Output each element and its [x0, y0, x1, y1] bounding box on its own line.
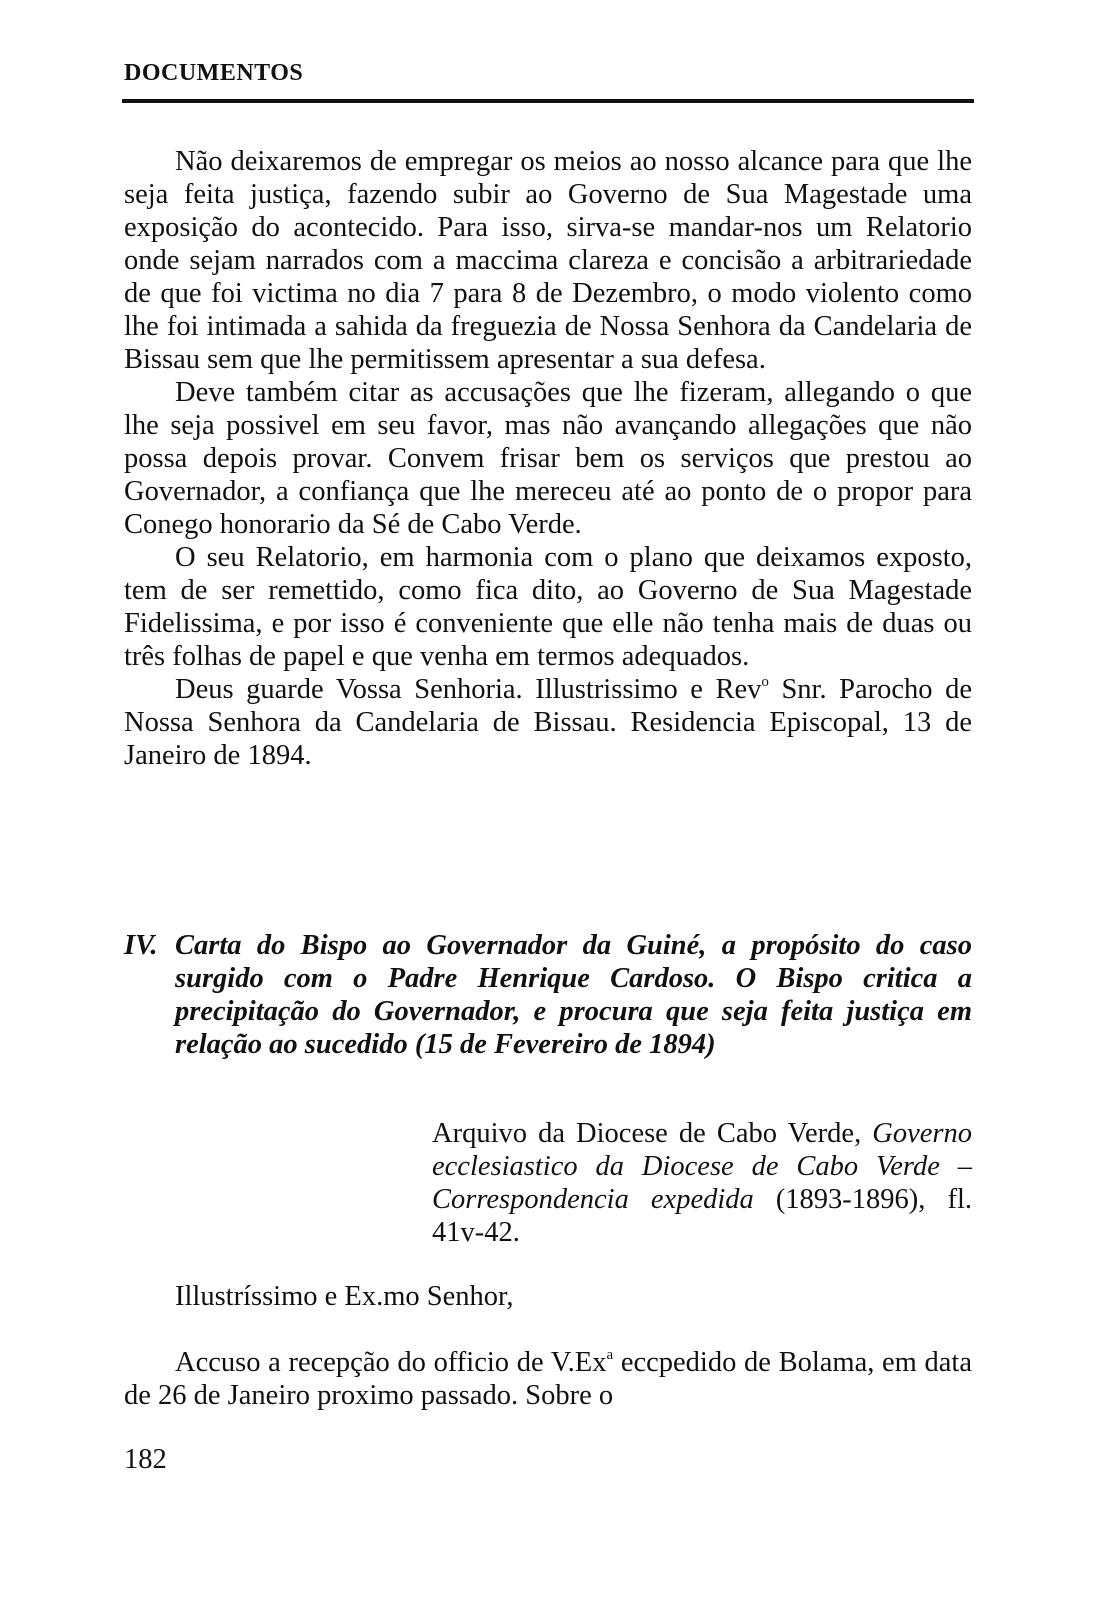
salutation: Illustríssimo e Ex.mo Senhor,	[175, 1281, 514, 1312]
opening-paragraph	[124, 1346, 972, 1412]
opening-text-start: Accuso a recepção do officio de V.Ex	[175, 1347, 607, 1378]
section-heading	[124, 929, 972, 1061]
closing-text-start: Deus guarde Vossa Senhoria. Illustrissimo e Rev	[175, 674, 762, 705]
section-number: IV.	[124, 930, 158, 961]
header-divider	[122, 99, 974, 103]
closing-text-end: Snr. Parocho de Nossa Senhora da Candelaria de Bissau. Residencia Episcopal, 13 de Janeiro de 1894.	[124, 674, 972, 771]
section-title: Carta do Bispo ao Governador da Guiné, a propósito do caso surgido com o Padre Henrique Cardoso. O Bispo critica a precipitação do Governador, e procura que seja feita justiça em relação ao sucedido (15 de Fevereiro de 1894)	[175, 930, 972, 1060]
paragraph: O seu Relatorio, em harmonia com o plano que deixamos exposto, tem de ser remettido, como fica dito, ao Governo de Sua Magestade Fidelissima, e por isso é conveniente que elle não tenha mais de duas ou três folhas de papel e que venha em termos adequados.	[124, 542, 972, 672]
paragraph: Não deixaremos de empregar os meios ao nosso alcance para que lhe seja feita justiça, fazendo subir ao Governo de Sua Magestade uma exposição do acontecido. Para isso, sirva-se mandar-nos um Relatorio onde sejam narrados com a maccima clareza e concisão a arbitrariedade de que foi victima no dia 7 para 8 de Dezembro, o modo violento como lhe foi intimada a sahida da freguezia de Nossa Senhora da Candelaria de Bissau sem que lhe permitissem apresentar a sua defesa.	[124, 146, 972, 375]
closing-paragraph	[124, 673, 972, 772]
letter-body	[124, 1346, 972, 1412]
running-header: DOCUMENTOS	[124, 60, 304, 86]
letter-body	[124, 145, 972, 772]
citation-details: (1893-1896), fl. 41v-42.	[432, 1184, 972, 1248]
opening-text-end: eccpedido de Bolama, em data de 26 de Janeiro proximo passado. Sobre o	[124, 1347, 973, 1411]
paragraph: Deve também citar as accusações que lhe fizeram, allegando o que lhe seja possivel em seu favor, mas não avançando allegações que não possa depois provar. Convem frisar bem os serviços que prestou ao Governador, a confiança que lhe mereceu até ao ponto de o propor para Conego honorario da Sé de Cabo Verde.	[124, 377, 972, 540]
page-number: 182	[124, 1444, 167, 1475]
superscript: a	[606, 1347, 614, 1363]
source-citation	[432, 1117, 972, 1249]
superscript: o	[761, 674, 769, 690]
work-title: Governo ecclesiastico da Diocese de Cabo Verde – Correspondencia expedida	[432, 1118, 973, 1215]
archive-name: Arquivo da Diocese de Cabo Verde,	[432, 1118, 862, 1149]
